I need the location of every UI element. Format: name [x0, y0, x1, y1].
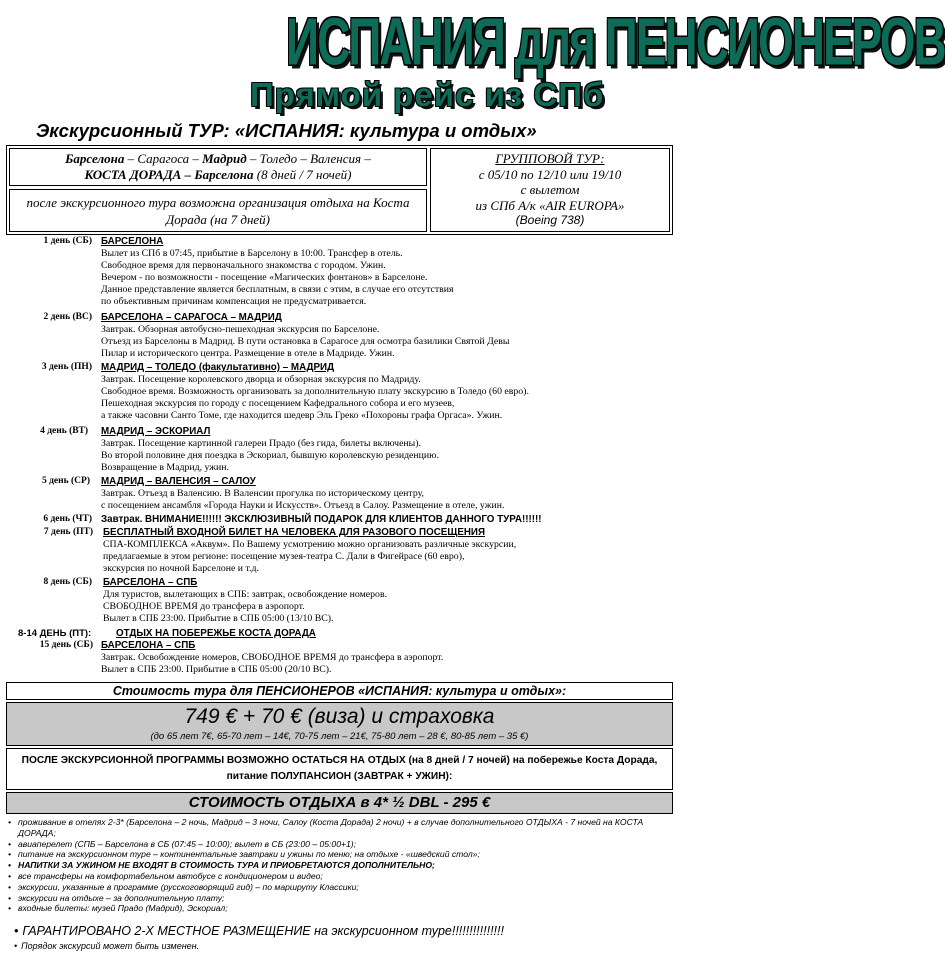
insurance-age-note: (до 65 лет 7€, 65-70 лет – 14€, 70-75 лет – 21€, 75-80 лет – 28 €, 80-85 лет – 35 €) — [150, 731, 529, 742]
main-title: ИСПАНИЯ для ПЕНСИОНЕРОВ — [286, 3, 945, 79]
group-tour-aircraft: (Boeing 738) — [515, 213, 585, 227]
included-note: • проживание в отелях 2-3* (Барселона – 2 ночь, Мадрид – 3 ночи, Салоу (Коста Дорада) 2 ночи) + в случае дополнительного ОТДЫХА - 7 ночей на КОСТА ДОРАДА; — [8, 817, 676, 839]
day-label: 15 день (СБ) — [39, 640, 93, 650]
day-description-line: Отъезд из Барселоны в Мадрид. В пути остановка в Сарагосе для осмотра базилики Святой Девы — [101, 336, 510, 347]
included-note: • экскурсии, указанные в программе (русскоговорящий гид) – по маршруту Классики; — [8, 882, 676, 893]
included-note: • питание на экскурсионном туре – континентальные завтраки и ужины по меню; на отдыхе - «шведский стол»; — [8, 849, 676, 860]
group-tour-dates: с 05/10 по 12/10 или 19/10 — [478, 166, 622, 182]
subtitle: Прямой рейс из СПб — [250, 76, 605, 113]
day-heading: МАДРИД – ВАЛЕНСИЯ – САЛОУ — [101, 476, 256, 487]
included-note: • входные билеты: музей Прадо (Мадрид), Эскориал; — [8, 903, 676, 914]
day-description-line: Вылет в СПБ 23:00. Прибытие в СПБ 05:00 (13/10 ВС). — [103, 613, 334, 624]
group-tour-box — [430, 148, 670, 232]
day-description-line: экскурсия по ночной Барселоне и т.д. — [103, 563, 259, 574]
day-label: 3 день (ПН) — [41, 362, 92, 372]
route-destination: КОСТА ДОРАДА – Барселона — [84, 167, 254, 182]
pricing-heading: Стоимость тура для ПЕНСИОНЕРОВ «ИСПАНИЯ: культура и отдых»: — [6, 682, 673, 700]
day-description-line: Завтрак. Посещение королевского дворца и обзорная экскурсия по Мадриду. — [101, 374, 421, 385]
day-description-line: Завтрак. Освобождение номеров, СВОБОДНОЕ ВРЕМЯ до трансфера в аэропорт. — [101, 652, 444, 663]
day-label: 4 день (ВТ) — [40, 426, 88, 436]
group-tour-departure: с вылетом — [520, 182, 580, 197]
day-description-line: Завтрак. ВНИМАНИЕ!!!!!! ЭКСКЛЮЗИВНЫЙ ПОДАРОК ДЛЯ КЛИЕНТОВ ДАННОГО ТУРА!!!!!! — [101, 514, 542, 525]
day-description-line: СПА-КОМПЛЕКСА «Аквум». По Вашему усмотрению можно организовать различные экскурсии, — [103, 539, 517, 550]
after-tour-box: после экскурсионного тура возможна организация отдыха на Коста Дорада (на 7 дней) — [9, 189, 427, 232]
day-description-line: Пилар и исторического центра. Размещение в отеле в Мадриде. Ужин. — [101, 348, 395, 359]
included-note: • все трансферы на комфортабельном автобусе с кондиционером и видео; — [8, 871, 676, 882]
day-description-line: Во второй половине дня поездка в Эскориал, бывшую королевскую резиденцию. — [101, 450, 439, 461]
day-heading: БАРСЕЛОНА – СПБ — [101, 640, 196, 651]
day-description-line: Пешеходная экскурсия по городу с посещением Кафедрального собора и его музеев, — [101, 398, 455, 409]
day-description-line: Завтрак. Посещение картинной галереи Прадо (без гида, билеты включены). — [101, 438, 421, 449]
day-label: 8-14 ДЕНЬ (ПТ): — [18, 628, 92, 639]
order-note: • Порядок экскурсий может быть изменен. — [14, 941, 199, 951]
day-description-line: по объективным причинам компенсация не предусматривается. — [101, 296, 367, 307]
price-box — [6, 702, 673, 746]
day-label: 1 день (СБ) — [43, 236, 92, 246]
day-heading: БАРСЕЛОНА — [101, 236, 164, 247]
day-description-line: Для туристов, вылетающих в СПБ: завтрак, освобождение номеров. — [103, 589, 388, 600]
day-label: 6 день (ЧТ) — [43, 514, 92, 524]
route-box — [9, 148, 427, 186]
day-description-line: Данное представление является бесплатным, в связи с этим, в случае его отсутствия — [101, 284, 454, 295]
day-description-line: с посещением ансамбля «Города Науки и Искусств». Отъезд в Салоу. Размещение в отеле, ужин. — [101, 500, 505, 511]
included-note: • авиаперелет (СПБ – Барселона в СБ (07:45 – 10:00); вылет в СБ (23:00 – 05:00+1); — [8, 839, 676, 850]
tour-title: Экскурсионный ТУР: «ИСПАНИЯ: культура и отдых» — [36, 120, 537, 141]
day-description-line: Вылет в СПБ 23:00. Прибытие в СПБ 05:00 (20/10 ВС). — [101, 664, 332, 675]
rest-option-text: ПОСЛЕ ЭКСКУРСИОННОЙ ПРОГРАММЫ ВОЗМОЖНО ОСТАТЬСЯ НА ОТДЫХ (на 8 дней / 7 ночей) на побережье Коста Дорада, питание ПОЛУПАНСИОН (ЗАВТРАК + УЖИН): — [6, 748, 673, 790]
included-notes — [8, 817, 676, 914]
day-heading: МАДРИД – ЭСКОРИАЛ — [101, 426, 211, 437]
day-description-line: Завтрак. Отъезд в Валенсию. В Валенсии прогулка по историческому центру, — [101, 488, 424, 499]
group-tour-airline: из СПб А/к «AIR EUROPA» — [475, 197, 625, 213]
route-segment: – Толедо – Валенсия – — [246, 151, 371, 166]
day-heading: БАРСЕЛОНА – САРАГОСА – МАДРИД — [101, 312, 282, 323]
day-description-line: Свободное время. Возможность организовать за дополнительную плату экскурсию в Толедо (60 евро). — [101, 386, 529, 397]
day-label: 5 день (СР) — [41, 476, 90, 486]
day-description-line: а также часовни Санто Томе, где находится шедевр Эль Греко «Похороны графа Оргаса». Ужин. — [101, 410, 503, 421]
day-description-line: Вечером - по возможности - посещение «Магических фонтанов» в Барселоне. — [101, 272, 428, 283]
day-description-line: предлагаемые в этом регионе: посещение музея-театра С. Дали в Фигейрасе (60 евро), — [103, 551, 465, 562]
route-segment: – Сарагоса – — [124, 151, 203, 166]
day-label: 2 день (ВС) — [43, 312, 92, 322]
day-heading: ОТДЫХ НА ПОБЕРЕЖЬЕ КОСТА ДОРАДА — [116, 628, 316, 639]
day-description-line: СВОБОДНОЕ ВРЕМЯ до трансфера в аэропорт. — [103, 601, 305, 612]
day-label: 7 день (ПТ) — [43, 527, 93, 537]
route-city: Мадрид — [202, 151, 247, 166]
route-line-1 — [10, 151, 426, 167]
rest-price: СТОИМОСТЬ ОТДЫХА в 4* ½ DBL - 295 € — [6, 792, 673, 814]
day-heading: БЕСПЛАТНЫЙ ВХОДНОЙ БИЛЕТ НА ЧЕЛОВЕКА ДЛЯ РАЗОВОГО ПОСЕЩЕНИЯ — [103, 527, 486, 538]
included-note: • НАПИТКИ ЗА УЖИНОМ НЕ ВХОДЯТ В СТОИМОСТЬ ТУРА И ПРИОБРЕТАЮТСЯ ДОПОЛНИТЕЛЬНО; — [8, 860, 676, 871]
route-line-2 — [10, 167, 426, 183]
day-heading: МАДРИД – ТОЛЕДО (факультативно) – МАДРИД — [101, 362, 335, 373]
route-city: Барселона — [65, 151, 125, 166]
day-description-line: Возвращение в Мадрид, ужин. — [101, 462, 229, 473]
day-description-line: Свободное время для первоначального знакомства с городом. Ужин. — [101, 260, 386, 271]
included-note: • экскурсии на отдыхе – за дополнительную плату; — [8, 893, 676, 904]
price-main: 749 € + 70 € (виза) и страховка — [184, 705, 495, 728]
group-tour-heading: ГРУППОВОЙ ТУР: — [495, 151, 605, 166]
guarantee-text: • ГАРАНТИРОВАНО 2-Х МЕСТНОЕ РАЗМЕЩЕНИЕ на экскурсионном туре!!!!!!!!!!!!!!! — [14, 924, 679, 939]
day-description-line: Завтрак. Обзорная автобусно-пешеходная экскурсия по Барселоне. — [101, 324, 380, 335]
day-heading: БАРСЕЛОНА – СПБ — [103, 577, 198, 588]
route-duration: (8 дней / 7 ночей) — [253, 167, 352, 182]
day-label: 8 день (СБ) — [43, 577, 92, 587]
day-description-line: Вылет из СПб в 07:45, прибытие в Барселону в 10:00. Трансфер в отель. — [101, 248, 403, 259]
